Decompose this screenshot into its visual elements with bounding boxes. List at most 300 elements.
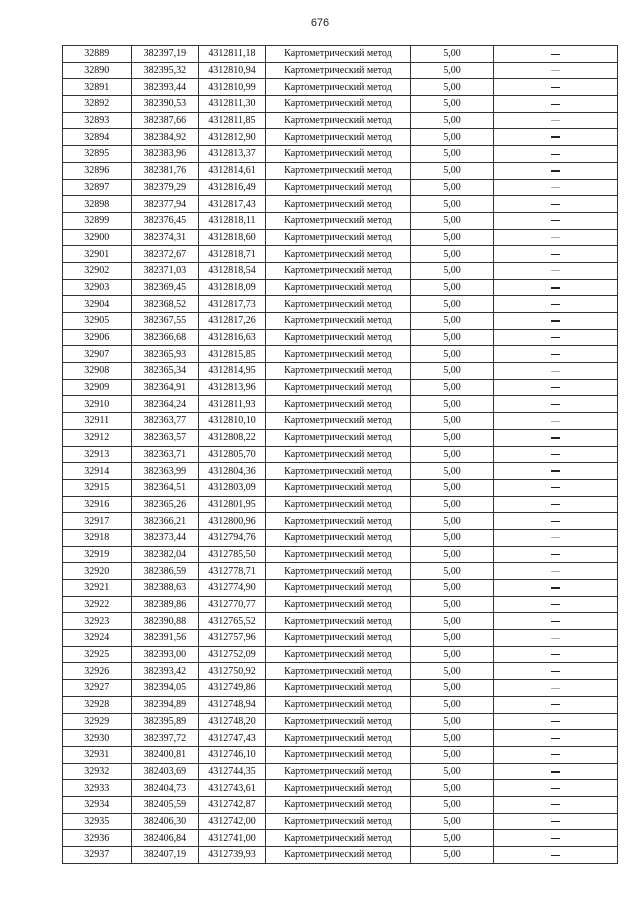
description-cell <box>493 463 617 480</box>
description-cell <box>493 730 617 747</box>
x-coordinate-cell: 382403,69 <box>131 763 199 780</box>
method-cell: Картометрический метод <box>265 630 410 647</box>
table-row <box>63 513 618 530</box>
table-row <box>63 62 618 79</box>
accuracy-cell: 5,00 <box>411 680 494 697</box>
point-number-cell: 32904 <box>63 296 132 313</box>
point-number-cell: 32922 <box>63 596 132 613</box>
description-cell <box>493 129 617 146</box>
x-coordinate-cell: 382406,84 <box>131 830 199 847</box>
accuracy-cell: 5,00 <box>411 212 494 229</box>
x-coordinate-cell: 382395,32 <box>131 62 199 79</box>
table-row <box>63 529 618 546</box>
y-coordinate-cell: 4312810,99 <box>199 79 266 96</box>
description-cell <box>493 529 617 546</box>
method-cell: Картометрический метод <box>265 379 410 396</box>
point-number-cell: 32916 <box>63 496 132 513</box>
accuracy-cell: 5,00 <box>411 112 494 129</box>
accuracy-cell: 5,00 <box>411 663 494 680</box>
y-coordinate-cell: 4312817,73 <box>199 296 266 313</box>
table-row <box>63 129 618 146</box>
dash-mark <box>551 287 560 289</box>
description-cell <box>493 229 617 246</box>
description-cell <box>493 246 617 263</box>
method-cell: Картометрический метод <box>265 813 410 830</box>
x-coordinate-cell: 382405,59 <box>131 796 199 813</box>
point-number-cell: 32931 <box>63 746 132 763</box>
method-cell: Картометрический метод <box>265 446 410 463</box>
x-coordinate-cell: 382374,31 <box>131 229 199 246</box>
dash-mark <box>551 254 560 255</box>
y-coordinate-cell: 4312803,09 <box>199 479 266 496</box>
point-number-cell: 32936 <box>63 830 132 847</box>
table-row <box>63 830 618 847</box>
description-cell <box>493 580 617 597</box>
dash-mark <box>551 104 560 105</box>
point-number-cell: 32902 <box>63 262 132 279</box>
x-coordinate-cell: 382386,59 <box>131 563 199 580</box>
x-coordinate-cell: 382364,51 <box>131 479 199 496</box>
x-coordinate-cell: 382366,68 <box>131 329 199 346</box>
description-cell <box>493 212 617 229</box>
accuracy-cell: 5,00 <box>411 162 494 179</box>
point-number-cell: 32908 <box>63 363 132 380</box>
x-coordinate-cell: 382372,67 <box>131 246 199 263</box>
description-cell <box>493 262 617 279</box>
table-row <box>63 763 618 780</box>
y-coordinate-cell: 4312747,43 <box>199 730 266 747</box>
dash-mark <box>551 304 560 305</box>
description-cell <box>493 596 617 613</box>
dash-mark <box>551 354 560 355</box>
y-coordinate-cell: 4312801,95 <box>199 496 266 513</box>
x-coordinate-cell: 382395,89 <box>131 713 199 730</box>
table-row <box>63 179 618 196</box>
x-coordinate-cell: 382397,72 <box>131 730 199 747</box>
table-row <box>63 563 618 580</box>
method-cell: Картометрический метод <box>265 563 410 580</box>
accuracy-cell: 5,00 <box>411 313 494 330</box>
method-cell: Картометрический метод <box>265 363 410 380</box>
dash-mark <box>551 470 560 472</box>
point-number-cell: 32899 <box>63 212 132 229</box>
dash-mark <box>551 437 560 439</box>
dash-mark <box>551 237 560 238</box>
x-coordinate-cell: 382393,42 <box>131 663 199 680</box>
dash-mark <box>551 170 560 172</box>
point-number-cell: 32937 <box>63 847 132 864</box>
y-coordinate-cell: 4312811,93 <box>199 396 266 413</box>
table-row <box>63 580 618 597</box>
dash-mark <box>551 421 560 422</box>
x-coordinate-cell: 382387,66 <box>131 112 199 129</box>
dash-mark <box>551 537 560 538</box>
dash-mark <box>551 404 560 405</box>
table-row <box>63 79 618 96</box>
table-row <box>63 696 618 713</box>
y-coordinate-cell: 4312818,09 <box>199 279 266 296</box>
y-coordinate-cell: 4312810,94 <box>199 62 266 79</box>
accuracy-cell: 5,00 <box>411 262 494 279</box>
point-number-cell: 32923 <box>63 613 132 630</box>
x-coordinate-cell: 382367,55 <box>131 313 199 330</box>
accuracy-cell: 5,00 <box>411 279 494 296</box>
method-cell: Картометрический метод <box>265 429 410 446</box>
dash-mark <box>551 87 560 88</box>
table-row <box>63 546 618 563</box>
point-number-cell: 32893 <box>63 112 132 129</box>
dash-mark <box>551 54 560 55</box>
dash-mark <box>551 788 560 789</box>
y-coordinate-cell: 4312811,30 <box>199 96 266 113</box>
method-cell: Картометрический метод <box>265 413 410 430</box>
method-cell: Картометрический метод <box>265 796 410 813</box>
accuracy-cell: 5,00 <box>411 613 494 630</box>
x-coordinate-cell: 382394,05 <box>131 680 199 697</box>
page-number: 676 <box>310 17 330 29</box>
table-row <box>63 463 618 480</box>
dash-mark <box>551 838 560 839</box>
point-number-cell: 32918 <box>63 529 132 546</box>
x-coordinate-cell: 382371,03 <box>131 262 199 279</box>
description-cell <box>493 296 617 313</box>
description-cell <box>493 796 617 813</box>
y-coordinate-cell: 4312752,09 <box>199 646 266 663</box>
point-number-cell: 32895 <box>63 146 132 163</box>
x-coordinate-cell: 382365,93 <box>131 346 199 363</box>
accuracy-cell: 5,00 <box>411 62 494 79</box>
table-row <box>63 146 618 163</box>
accuracy-cell: 5,00 <box>411 446 494 463</box>
method-cell: Картометрический метод <box>265 663 410 680</box>
dash-mark <box>551 187 560 188</box>
y-coordinate-cell: 4312748,94 <box>199 696 266 713</box>
y-coordinate-cell: 4312765,52 <box>199 613 266 630</box>
y-coordinate-cell: 4312817,43 <box>199 196 266 213</box>
accuracy-cell: 5,00 <box>411 96 494 113</box>
point-number-cell: 32926 <box>63 663 132 680</box>
method-cell: Картометрический метод <box>265 680 410 697</box>
description-cell <box>493 396 617 413</box>
x-coordinate-cell: 382393,00 <box>131 646 199 663</box>
point-number-cell: 32894 <box>63 129 132 146</box>
point-number-cell: 32927 <box>63 680 132 697</box>
accuracy-cell: 5,00 <box>411 429 494 446</box>
point-number-cell: 32935 <box>63 813 132 830</box>
table-row <box>63 630 618 647</box>
method-cell: Картометрический метод <box>265 329 410 346</box>
point-number-cell: 32896 <box>63 162 132 179</box>
method-cell: Картометрический метод <box>265 279 410 296</box>
y-coordinate-cell: 4312817,26 <box>199 313 266 330</box>
method-cell: Картометрический метод <box>265 847 410 864</box>
point-number-cell: 32924 <box>63 630 132 647</box>
method-cell: Картометрический метод <box>265 313 410 330</box>
y-coordinate-cell: 4312818,11 <box>199 212 266 229</box>
point-number-cell: 32911 <box>63 413 132 430</box>
point-number-cell: 32934 <box>63 796 132 813</box>
dash-mark <box>551 654 560 655</box>
dash-mark <box>551 154 560 155</box>
method-cell: Картометрический метод <box>265 346 410 363</box>
coordinates-table <box>62 45 618 864</box>
table-row <box>63 646 618 663</box>
accuracy-cell: 5,00 <box>411 563 494 580</box>
accuracy-cell: 5,00 <box>411 763 494 780</box>
point-number-cell: 32907 <box>63 346 132 363</box>
description-cell <box>493 763 617 780</box>
table-row <box>63 680 618 697</box>
table-row <box>63 196 618 213</box>
point-number-cell: 32903 <box>63 279 132 296</box>
x-coordinate-cell: 382390,53 <box>131 96 199 113</box>
accuracy-cell: 5,00 <box>411 730 494 747</box>
description-cell <box>493 496 617 513</box>
description-cell <box>493 813 617 830</box>
dash-mark <box>551 721 560 722</box>
method-cell: Картометрический метод <box>265 296 410 313</box>
y-coordinate-cell: 4312800,96 <box>199 513 266 530</box>
dash-mark <box>551 638 560 639</box>
point-number-cell: 32932 <box>63 763 132 780</box>
method-cell: Картометрический метод <box>265 713 410 730</box>
y-coordinate-cell: 4312816,49 <box>199 179 266 196</box>
point-number-cell: 32921 <box>63 580 132 597</box>
y-coordinate-cell: 4312770,77 <box>199 596 266 613</box>
description-cell <box>493 46 617 63</box>
y-coordinate-cell: 4312742,00 <box>199 813 266 830</box>
dash-mark <box>551 371 560 372</box>
point-number-cell: 32889 <box>63 46 132 63</box>
description-cell <box>493 196 617 213</box>
description-cell <box>493 479 617 496</box>
method-cell: Картометрический метод <box>265 746 410 763</box>
accuracy-cell: 5,00 <box>411 546 494 563</box>
description-cell <box>493 847 617 864</box>
y-coordinate-cell: 4312810,10 <box>199 413 266 430</box>
x-coordinate-cell: 382407,19 <box>131 847 199 864</box>
y-coordinate-cell: 4312757,96 <box>199 630 266 647</box>
method-cell: Картометрический метод <box>265 162 410 179</box>
y-coordinate-cell: 4312814,95 <box>199 363 266 380</box>
method-cell: Картометрический метод <box>265 596 410 613</box>
x-coordinate-cell: 382363,77 <box>131 413 199 430</box>
y-coordinate-cell: 4312778,71 <box>199 563 266 580</box>
x-coordinate-cell: 382365,34 <box>131 363 199 380</box>
accuracy-cell: 5,00 <box>411 246 494 263</box>
x-coordinate-cell: 382391,56 <box>131 630 199 647</box>
description-cell <box>493 696 617 713</box>
description-cell <box>493 62 617 79</box>
y-coordinate-cell: 4312815,85 <box>199 346 266 363</box>
table-row <box>63 329 618 346</box>
dash-mark <box>551 855 560 856</box>
table-row <box>63 279 618 296</box>
description-cell <box>493 563 617 580</box>
table-row <box>63 313 618 330</box>
x-coordinate-cell: 382382,04 <box>131 546 199 563</box>
dash-mark <box>551 554 560 555</box>
x-coordinate-cell: 382368,52 <box>131 296 199 313</box>
method-cell: Картометрический метод <box>265 613 410 630</box>
dash-mark <box>551 571 560 572</box>
description-cell <box>493 446 617 463</box>
method-cell: Картометрический метод <box>265 780 410 797</box>
method-cell: Картометрический метод <box>265 496 410 513</box>
accuracy-cell: 5,00 <box>411 396 494 413</box>
x-coordinate-cell: 382393,44 <box>131 79 199 96</box>
table-row <box>63 429 618 446</box>
dash-mark <box>551 671 560 672</box>
table-row <box>63 363 618 380</box>
description-cell <box>493 513 617 530</box>
point-number-cell: 32910 <box>63 396 132 413</box>
dash-mark <box>551 821 560 822</box>
accuracy-cell: 5,00 <box>411 179 494 196</box>
y-coordinate-cell: 4312804,36 <box>199 463 266 480</box>
point-number-cell: 32915 <box>63 479 132 496</box>
point-number-cell: 32898 <box>63 196 132 213</box>
accuracy-cell: 5,00 <box>411 146 494 163</box>
accuracy-cell: 5,00 <box>411 580 494 597</box>
description-cell <box>493 413 617 430</box>
dash-mark <box>551 587 560 589</box>
table-row <box>63 112 618 129</box>
accuracy-cell: 5,00 <box>411 830 494 847</box>
x-coordinate-cell: 382400,81 <box>131 746 199 763</box>
method-cell: Картометрический метод <box>265 79 410 96</box>
table-row <box>63 379 618 396</box>
description-cell <box>493 162 617 179</box>
table-row <box>63 847 618 864</box>
x-coordinate-cell: 382383,96 <box>131 146 199 163</box>
x-coordinate-cell: 382394,89 <box>131 696 199 713</box>
description-cell <box>493 96 617 113</box>
x-coordinate-cell: 382404,73 <box>131 780 199 797</box>
y-coordinate-cell: 4312739,93 <box>199 847 266 864</box>
y-coordinate-cell: 4312818,60 <box>199 229 266 246</box>
description-cell <box>493 146 617 163</box>
accuracy-cell: 5,00 <box>411 329 494 346</box>
description-cell <box>493 313 617 330</box>
y-coordinate-cell: 4312808,22 <box>199 429 266 446</box>
dash-mark <box>551 204 560 205</box>
dash-mark <box>551 136 560 138</box>
accuracy-cell: 5,00 <box>411 79 494 96</box>
table-row <box>63 212 618 229</box>
dash-mark <box>551 521 560 522</box>
point-number-cell: 32912 <box>63 429 132 446</box>
dash-mark <box>551 220 560 221</box>
method-cell: Картометрический метод <box>265 196 410 213</box>
description-cell <box>493 79 617 96</box>
dash-mark <box>551 704 560 705</box>
y-coordinate-cell: 4312818,54 <box>199 262 266 279</box>
point-number-cell: 32897 <box>63 179 132 196</box>
x-coordinate-cell: 382365,26 <box>131 496 199 513</box>
dash-mark <box>551 120 560 121</box>
accuracy-cell: 5,00 <box>411 847 494 864</box>
accuracy-cell: 5,00 <box>411 746 494 763</box>
table-row <box>63 262 618 279</box>
dash-mark <box>551 688 560 689</box>
accuracy-cell: 5,00 <box>411 780 494 797</box>
dash-mark <box>551 754 560 755</box>
accuracy-cell: 5,00 <box>411 813 494 830</box>
y-coordinate-cell: 4312811,85 <box>199 112 266 129</box>
accuracy-cell: 5,00 <box>411 496 494 513</box>
y-coordinate-cell: 4312746,10 <box>199 746 266 763</box>
y-coordinate-cell: 4312742,87 <box>199 796 266 813</box>
accuracy-cell: 5,00 <box>411 46 494 63</box>
table-row <box>63 730 618 747</box>
table-row <box>63 813 618 830</box>
point-number-cell: 32906 <box>63 329 132 346</box>
x-coordinate-cell: 382379,29 <box>131 179 199 196</box>
method-cell: Картометрический метод <box>265 646 410 663</box>
accuracy-cell: 5,00 <box>411 346 494 363</box>
table-row <box>63 46 618 63</box>
description-cell <box>493 680 617 697</box>
table-row <box>63 296 618 313</box>
coordinates-table-body <box>63 46 618 864</box>
method-cell: Картометрический метод <box>265 112 410 129</box>
dash-mark <box>551 771 560 773</box>
table-row <box>63 162 618 179</box>
accuracy-cell: 5,00 <box>411 379 494 396</box>
table-row <box>63 446 618 463</box>
x-coordinate-cell: 382369,45 <box>131 279 199 296</box>
accuracy-cell: 5,00 <box>411 479 494 496</box>
dash-mark <box>551 487 560 488</box>
dash-mark <box>551 454 560 455</box>
x-coordinate-cell: 382388,63 <box>131 580 199 597</box>
dash-mark <box>551 738 560 739</box>
accuracy-cell: 5,00 <box>411 596 494 613</box>
x-coordinate-cell: 382363,71 <box>131 446 199 463</box>
y-coordinate-cell: 4312794,76 <box>199 529 266 546</box>
accuracy-cell: 5,00 <box>411 296 494 313</box>
method-cell: Картометрический метод <box>265 229 410 246</box>
method-cell: Картометрический метод <box>265 463 410 480</box>
method-cell: Картометрический метод <box>265 96 410 113</box>
y-coordinate-cell: 4312741,00 <box>199 830 266 847</box>
y-coordinate-cell: 4312814,61 <box>199 162 266 179</box>
method-cell: Картометрический метод <box>265 179 410 196</box>
table-row <box>63 96 618 113</box>
accuracy-cell: 5,00 <box>411 463 494 480</box>
accuracy-cell: 5,00 <box>411 196 494 213</box>
method-cell: Картометрический метод <box>265 212 410 229</box>
method-cell: Картометрический метод <box>265 479 410 496</box>
dash-mark <box>551 387 560 388</box>
y-coordinate-cell: 4312748,20 <box>199 713 266 730</box>
point-number-cell: 32892 <box>63 96 132 113</box>
table-row <box>63 613 618 630</box>
method-cell: Картометрический метод <box>265 246 410 263</box>
y-coordinate-cell: 4312813,37 <box>199 146 266 163</box>
method-cell: Картометрический метод <box>265 696 410 713</box>
accuracy-cell: 5,00 <box>411 630 494 647</box>
table-row <box>63 796 618 813</box>
method-cell: Картометрический метод <box>265 529 410 546</box>
method-cell: Картометрический метод <box>265 546 410 563</box>
method-cell: Картометрический метод <box>265 830 410 847</box>
method-cell: Картометрический метод <box>265 513 410 530</box>
method-cell: Картометрический метод <box>265 730 410 747</box>
x-coordinate-cell: 382363,57 <box>131 429 199 446</box>
accuracy-cell: 5,00 <box>411 529 494 546</box>
